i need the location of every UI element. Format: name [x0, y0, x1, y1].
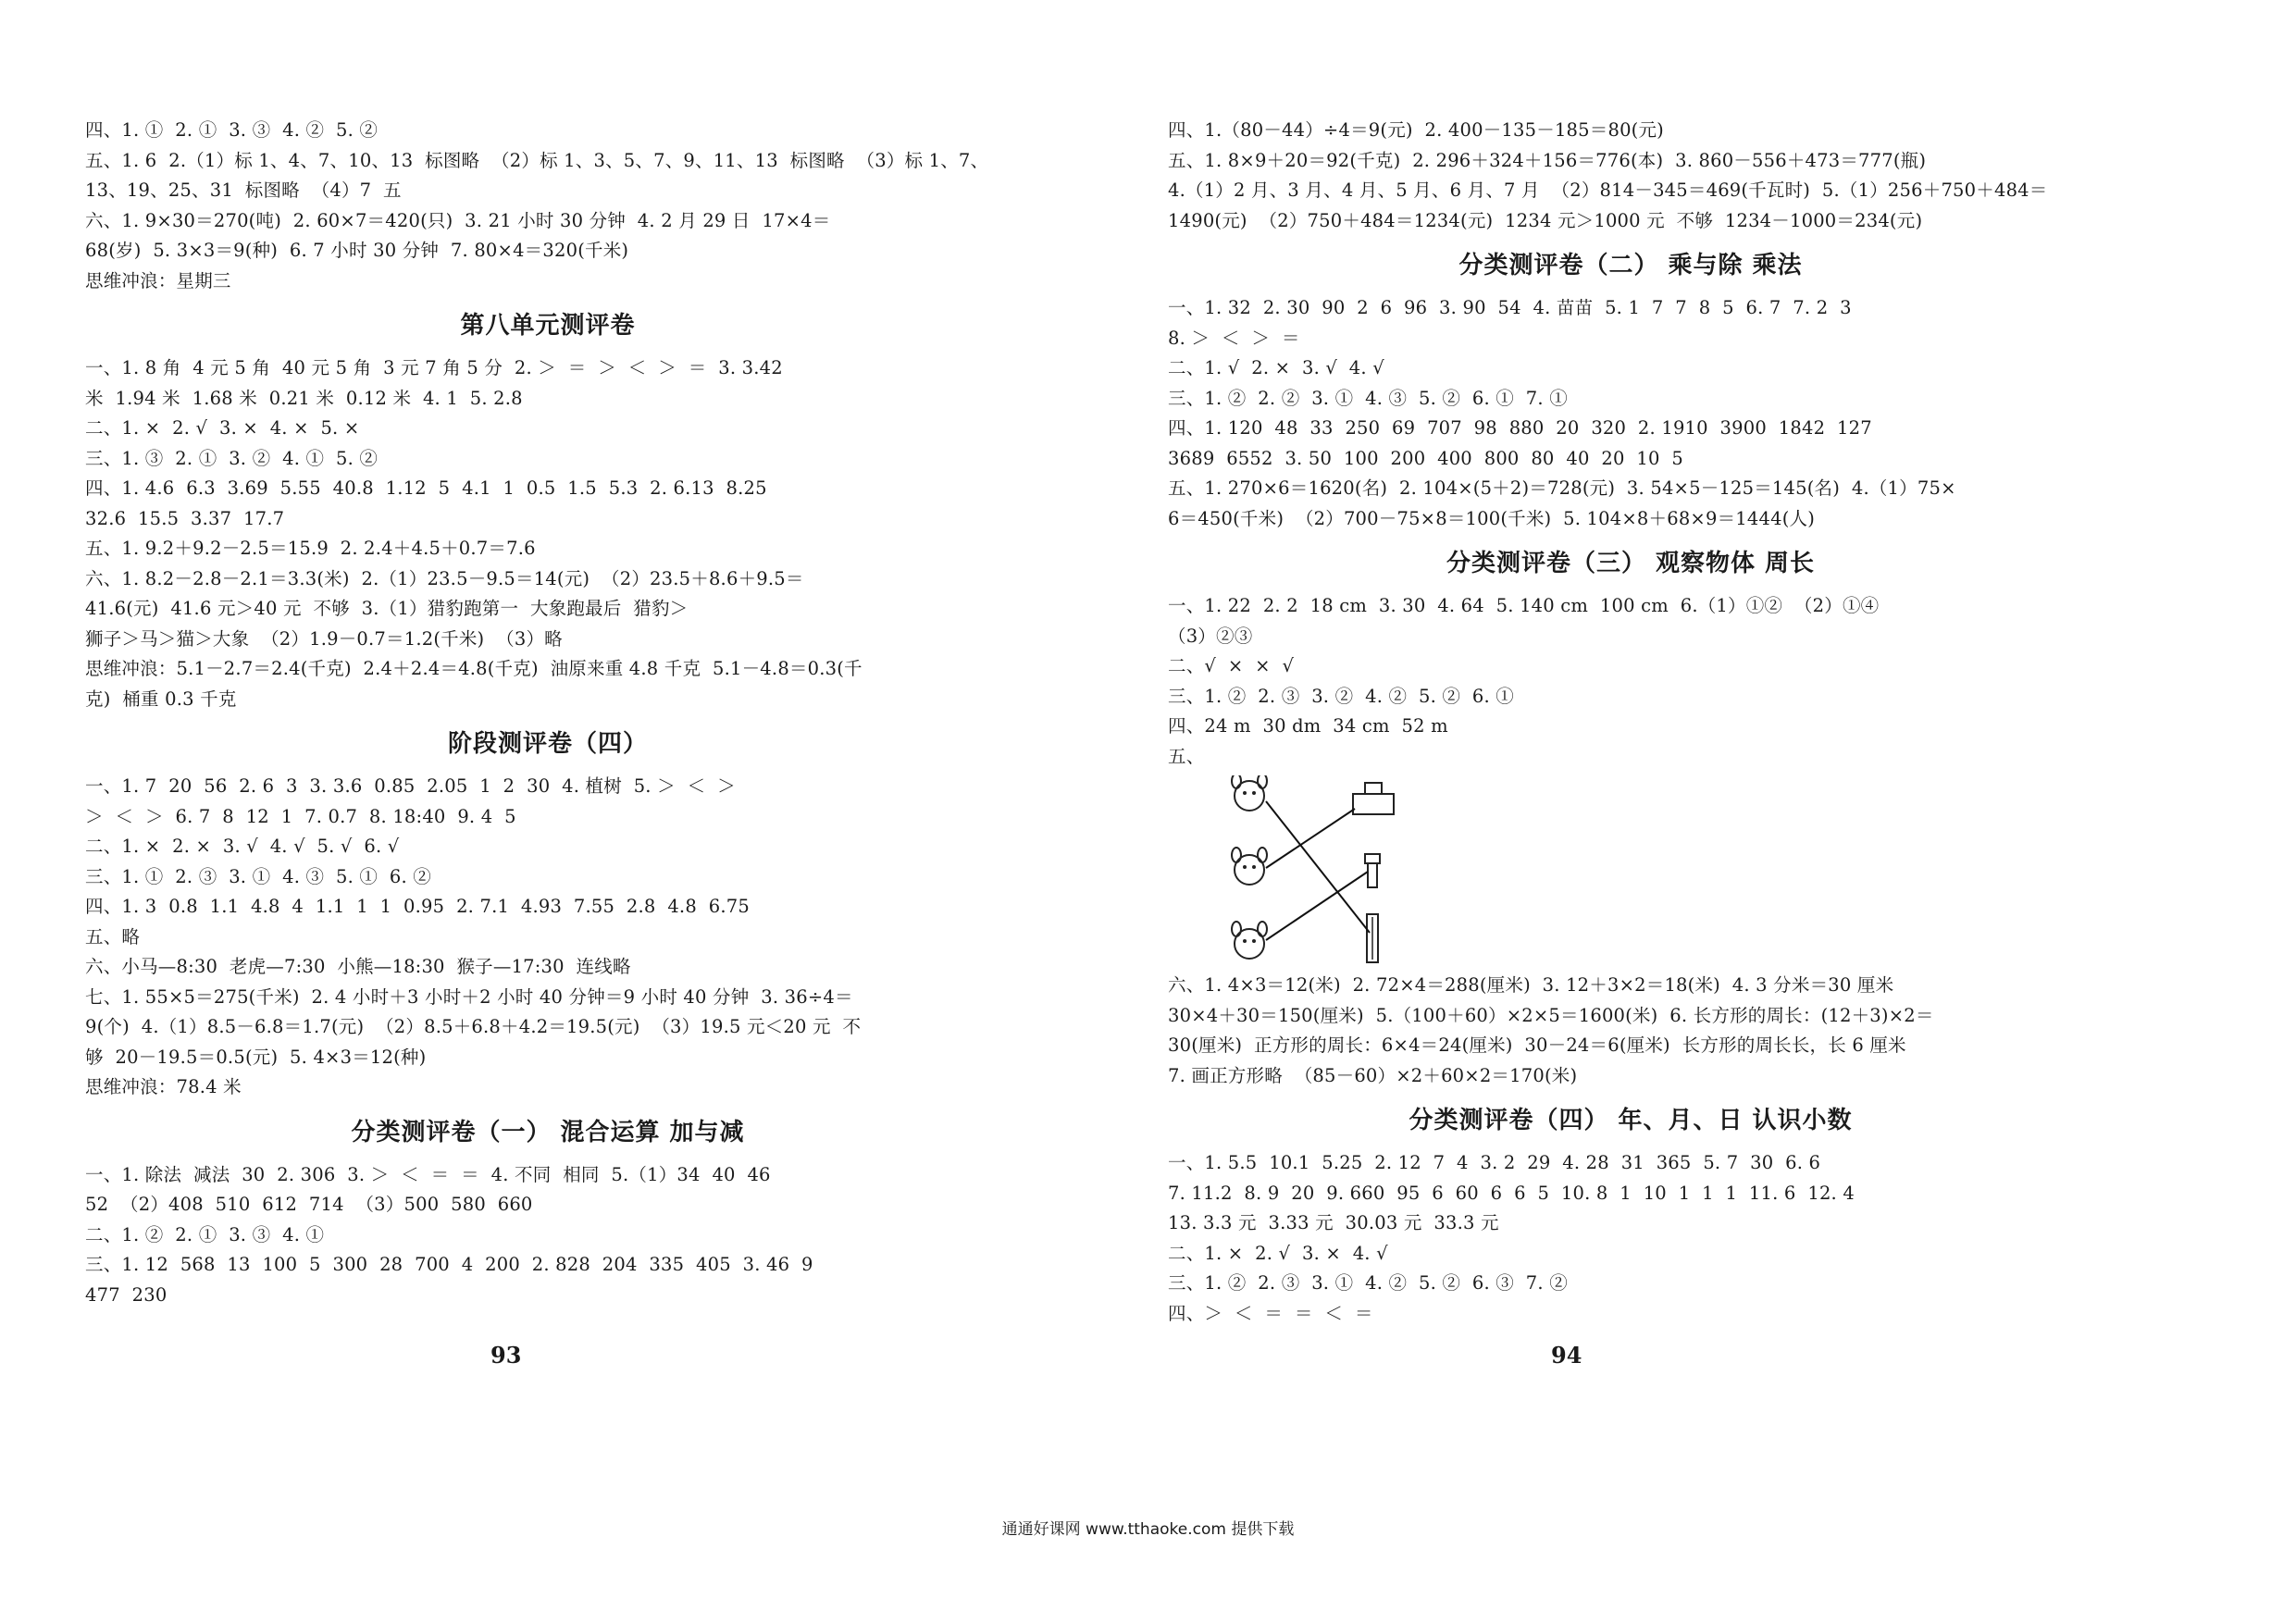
answer-line: 二、1. √ 2. × 3. √ 4. √: [1168, 357, 1384, 378]
section-title: 阶段测评卷（四）: [447, 730, 648, 758]
answer-line: 41.6(元) 41.6 元＞40 元 不够 3.（1）猎豹跑第一 大象跑最后 猎豹＞: [85, 598, 689, 619]
matching-figure: [1196, 775, 1418, 965]
answer-line: 米 1.94 米 1.68 米 0.21 米 0.12 米 4. 1 5. 2.8: [85, 387, 523, 409]
answer-line: 思维冲浪：5.1－2.7＝2.4(千克) 2.4＋2.4＝4.8(千克) 油原来重 4.8 千克 5.1－4.8＝0.3(千: [85, 658, 863, 679]
answer-line: 四、1. ① 2. ① 3. ③ 4. ② 5. ②: [85, 119, 379, 141]
answer-line: 二、1. × 2. √ 3. × 4. × 5. ×: [85, 417, 360, 439]
answer-line: 一、1. 22 2. 2 18 cm 3. 30 4. 64 5. 140 cm 100 cm 6.（1）①② （2）①④: [1168, 595, 1880, 616]
page-number-left: 93: [490, 1342, 522, 1369]
answer-line: 四、＞ ＜ ＝ ＝ ＜ ＝: [1168, 1302, 1373, 1324]
match-line-3: [1266, 872, 1368, 940]
answer-line: 五、1. 9.2＋9.2－2.5＝15.9 2. 2.4＋4.5＋0.7＝7.6: [85, 538, 536, 559]
answer-line: 五、: [1168, 745, 1205, 767]
footer-credit: 通通好课网 www.tthaoke.com 提供下载: [1001, 1520, 1295, 1539]
answer-line: 三、1. ② 2. ③ 3. ① 4. ② 5. ② 6. ③ 7. ②: [1168, 1272, 1568, 1294]
answer-line: 思维冲浪：78.4 米: [85, 1076, 242, 1097]
animal-2-icon: [1235, 855, 1264, 885]
answer-line: 30×4＋30＝150(厘米) 5.（100＋60）×2×5＝1600(米) 6. 长方形的周长：(12＋3)×2＝: [1168, 1004, 1934, 1026]
answer-line: 7. 画正方形略 （85－60）×2＋60×2＝170(米): [1168, 1064, 1578, 1086]
answer-line: 六、1. 4×3＝12(米) 2. 72×4＝288(厘米) 3. 12＋3×2＝18(米) 4. 3 分米＝30 厘米: [1168, 974, 1894, 996]
answer-line: 9(个) 4.（1）8.5－6.8＝1.7(元) （2）8.5＋6.8＋4.2＝19.5(元) （3）19.5 元＜20 元 不: [85, 1016, 862, 1037]
answer-line: 三、1. ② 2. ② 3. ① 4. ③ 5. ② 6. ① 7. ①: [1168, 387, 1568, 409]
answer-line: 二、√ × × √: [1168, 655, 1295, 676]
box-small-icon: [1368, 863, 1377, 887]
answer-line: 52 （2）408 510 612 714 （3）500 580 660: [85, 1194, 533, 1215]
answer-line: 7. 11.2 8. 9 20 9. 660 95 6 60 6 6 5 10. 8 1 10 1 1 1 11. 6 12. 4: [1168, 1182, 1855, 1204]
answer-line: 六、1. 9×30＝270(吨) 2. 60×7＝420(只) 3. 21 小时 30 分钟 4. 2 月 29 日 17×4＝: [85, 209, 831, 231]
match-line-1: [1266, 801, 1370, 933]
answer-line: 五、略: [85, 925, 141, 948]
answer-line: ＞ ＜ ＞ 6. 7 8 12 1 7. 0.7 8. 18:40 9. 4 5: [85, 805, 516, 827]
answer-line: 五、1. 6 2.（1）标 1、4、7、10、13 标图略 （2）标 1、3、5、7、9、11、13 标图略 （3）标 1、7、: [85, 149, 989, 171]
answer-line: 七、1. 55×5＝275(千米) 2. 4 小时＋3 小时＋2 小时 40 分钟＝9 小时 40 分钟 3. 36÷4＝: [85, 985, 853, 1008]
answer-line: 五、1. 270×6＝1620(名) 2. 104×(5＋2)＝728(元) 3. 54×5－125＝145(名) 4.（1）75×: [1168, 477, 1956, 499]
box-wide-icon: [1353, 794, 1394, 814]
answer-line: 四、1. 3 0.8 1.1 4.8 4 1.1 1 1 0.95 2. 7.1 4.93 7.55 2.8 4.8 6.75: [85, 896, 750, 917]
answer-line: 68(岁) 5. 3×3＝9(种) 6. 7 小时 30 分钟 7. 80×4＝320(千米): [85, 240, 629, 261]
section-title: 分类测评卷（三） 观察物体 周长: [1446, 550, 1816, 577]
answer-line: 8. ＞ ＜ ＞ ＝: [1168, 327, 1300, 349]
answer-line: 6＝450(千米) （2）700－75×8＝100(千米) 5. 104×8＋68×9＝1444(人): [1168, 507, 1816, 529]
answer-line: 1490(元) （2）750＋484＝1234(元) 1234 元＞1000 元 不够 1234－1000＝234(元): [1168, 209, 1923, 231]
left-page: [85, 116, 1011, 1310]
section-title: 分类测评卷（二） 乘与除 乘法: [1458, 252, 1803, 279]
answer-line: 三、1. 12 568 13 100 5 300 28 700 4 200 2. 828 204 335 405 3. 46 9: [85, 1254, 813, 1275]
answer-line: 二、1. × 2. × 3. √ 4. √ 5. √ 6. √: [85, 836, 400, 857]
right-page: [1168, 116, 2093, 1329]
section-title: 分类测评卷（一） 混合运算 加与减: [351, 1118, 745, 1146]
answer-line: 四、1. 4.6 6.3 3.69 5.55 40.8 1.12 5 4.1 1 0.5 1.5 5.3 2. 6.13 8.25: [85, 477, 767, 499]
answer-line: 二、1. ② 2. ① 3. ③ 4. ①: [85, 1223, 325, 1245]
answer-line: 三、1. ① 2. ③ 3. ① 4. ③ 5. ① 6. ②: [85, 865, 432, 887]
answer-line: 一、1. 7 20 56 2. 6 3 3. 3.6 0.85 2.05 1 2 30 4. 植树 5. ＞ ＜ ＞: [85, 775, 736, 797]
answer-line: 32.6 15.5 3.37 17.7: [85, 507, 285, 529]
answer-line: 六、小马—8:30 老虎—7:30 小熊—18:30 猴子—17:30 连线略: [85, 956, 631, 977]
page-number-right: 94: [1551, 1342, 1582, 1369]
section-title: 第八单元测评卷: [460, 312, 636, 340]
answer-line: 13、19、25、31 标图略 （4）7 五: [85, 180, 402, 201]
animal-1-icon: [1235, 781, 1264, 811]
answer-line: 477 230: [85, 1283, 168, 1306]
answer-line: （3）②③: [1168, 625, 1253, 647]
answer-line: 克) 桶重 0.3 千克: [85, 688, 237, 710]
answer-line: 一、1. 5.5 10.1 5.25 2. 12 7 4 3. 2 29 4. 28 31 365 5. 7 30 6. 6: [1168, 1152, 1821, 1173]
answer-line: 一、1. 32 2. 30 90 2 6 96 3. 90 54 4. 苗苗 5. 1 7 7 8 5 6. 7 7. 2 3: [1168, 297, 1852, 318]
answer-line: 二、1. × 2. √ 3. × 4. √: [1168, 1242, 1388, 1264]
answer-line: 一、1. 除法 减法 30 2. 306 3. ＞ ＜ ＝ ＝ 4. 不同 相同 5.（1）34 40 46: [85, 1163, 771, 1185]
answer-line: 4.（1）2 月、3 月、4 月、5 月、6 月、7 月 （2）814－345＝469(千瓦时) 5.（1）256＋750＋484＝: [1168, 180, 2048, 201]
answer-line: 够 20－19.5＝0.5(元) 5. 4×3＝12(种): [85, 1046, 427, 1068]
answer-line: 一、1. 8 角 4 元 5 角 40 元 5 角 3 元 7 角 5 分 2. ＞ ＝ ＞ ＜ ＞ ＝ 3. 3.42: [85, 357, 783, 378]
matching-figure-wrapper: [1168, 775, 2093, 965]
animal-3-icon: [1235, 929, 1264, 959]
section-title: 分类测评卷（四） 年、月、日 认识小数: [1409, 1107, 1853, 1134]
answer-line: 四、1.（80－44）÷4＝9(元) 2. 400－135－185＝80(元): [1168, 119, 1664, 141]
answer-line: 五、1. 8×9＋20＝92(千克) 2. 296＋324＋156＝776(本) 3. 860－556＋473＝777(瓶): [1168, 149, 1927, 171]
answer-line: 三、1. ② 2. ③ 3. ② 4. ② 5. ② 6. ①: [1168, 685, 1515, 707]
answer-line: 四、1. 120 48 33 250 69 707 98 880 20 320 2. 1910 3900 1842 127: [1168, 417, 1872, 439]
answer-line: 13. 3.3 元 3.33 元 30.03 元 33.3 元: [1168, 1212, 1499, 1233]
answer-line: 30(厘米) 正方形的周长：6×4＝24(厘米) 30－24＝6(厘米) 长方形的周长长，长 6 厘米: [1168, 1035, 1906, 1056]
answer-line: 四、24 m 30 dm 34 cm 52 m: [1168, 715, 1448, 737]
answer-line: 3689 6552 3. 50 100 200 400 800 80 40 20 10 5: [1168, 447, 1683, 469]
answer-line: 三、1. ③ 2. ① 3. ② 4. ① 5. ②: [85, 447, 379, 469]
answer-line: 思维冲浪：星期三: [85, 269, 231, 291]
answer-line: 狮子＞马＞猫＞大象 （2）1.9－0.7＝1.2(千米) （3）略: [85, 627, 563, 650]
answer-line: 六、1. 8.2－2.8－2.1＝3.3(米) 2.（1）23.5－9.5＝14(元) （2）23.5＋8.6＋9.5＝: [85, 567, 804, 589]
